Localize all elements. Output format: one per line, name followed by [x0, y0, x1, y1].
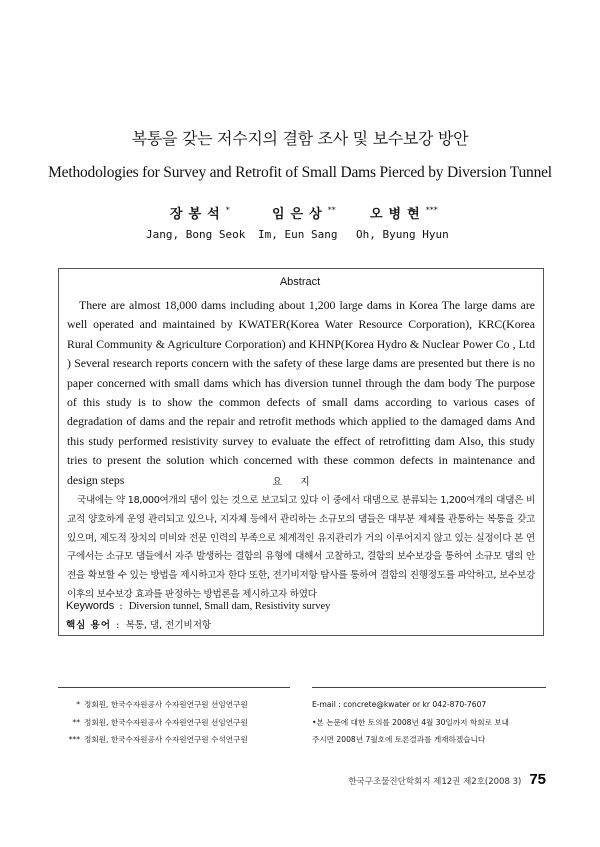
author-2-en: Im, Eun Sang [258, 228, 338, 241]
author-3-en: Oh, Byung Hyun [356, 228, 449, 241]
affiliation-footnotes [58, 696, 308, 749]
journal-name: 한국구조물진단학회지 제12권 제2호(2008 3) [348, 777, 522, 787]
discussion-note-line-1: •본 논문에 대한 토의를 2008년 4월 30일까지 학회로 보내 [312, 717, 509, 727]
title-korean: 복통을 갖는 저수지의 결함 조사 및 보수보강 방안 [131, 129, 469, 148]
footnote-row: * 정회원, 한국수자원공사 수자원연구원 선임연구원 [76, 700, 248, 709]
yoji-heading: 요지 [272, 477, 328, 488]
keywords-ko-label: 핵심 용어 [66, 620, 112, 631]
page-footer [0, 771, 546, 788]
yoji-text: 국내에는 약 18,000여개의 댐이 있는 것으로 보고되고 있다 이 중에서 대댐으로 분류되는 1,200여개의 대댐은 비교적 양호하게 운영 관리되고 있으나, 지자체 등에서 관리하는 소규모의 댐들은 대부분 제체를 관통하는 복통을 갖고 있으며, 제도적 장치의 미비와 전문 인력의 부족으로 체계적인 유지관리가 거의 이루어지지 않고 있는 실정이다 본 연구에서는 소규모 댐들에서 자주 발생하는 결함의 유형에 대해서 고찰하고, 결함의 보수보강을 통하여 소규모 댐의 안전을 확보할 수 있는 방법을 제시하고자 한다 또한, 전기비저항 탐사를 통하여 결함의 진행정도를 파악하고, 보수보강 이후의 보수보강 효과를 판정하는 방법론을 제시하고자 하였다 [67, 495, 535, 600]
keywords-ko-value: 복통, 댐, 전기비저항 [125, 620, 212, 631]
footnote-divider-left [58, 687, 290, 688]
email-line: E-mail : concrete@kwater or kr 042-870-7607 [312, 700, 487, 709]
abstract-heading: Abstract [279, 276, 321, 288]
keywords-ko-separator: : [116, 619, 120, 631]
contact-footnotes [312, 696, 546, 749]
discussion-note-line-2: 주시면 2008년 7월호에 토론결과를 게재하겠습니다 [312, 735, 486, 744]
keywords-value: Diversion tunnel, Small dam, Resistivity survey [128, 601, 331, 612]
author-3-ko: 오병현*** [370, 205, 438, 222]
keywords-label: Keywords [66, 600, 115, 612]
author-1-en: Jang, Bong Seok [146, 228, 246, 241]
page-number: 75 [529, 771, 546, 788]
keywords-korean [66, 617, 211, 631]
keywords-english [66, 600, 330, 612]
title-english: Methodologies for Survey and Retrofit of Small Dams Pierced by Diversion Tunnel [48, 164, 552, 181]
author-2-ko: 임은상** [272, 205, 336, 222]
abstract-text: There are almost 18,000 dams including about 1,200 large dams in Korea The large dams are well operated and maintained by KWATER(Korea Water Resource Corporation), KRC(Korea Rural Community & Agriculture Corporation) and KHNP(Korea Hydro & Nuclear Power Co , Ltd ) Several research reports concern with the safety of these large dams are presented but there is no paper concerned with small dams which has diversion tunnel through the dam body The purpose of this study is to show the common defects of small dams according to various cases of degradation of dams and the repair and retrofit methods which applied to the damaged dams And this study performed resistivity survey to evaluate the effect of retrofitting dam Also, this study tries to present the solution which concerned with these common defects in maintenance and design steps [67, 298, 535, 487]
author-1-ko: 장봉석* [170, 205, 230, 222]
footnote-row: ** 정회원, 한국수자원공사 수자원연구원 선임연구원 [72, 717, 248, 727]
footnote-row: *** 정회원, 한국수자원공사 수자원연구원 수석연구원 [68, 735, 248, 744]
keywords-separator: : [119, 600, 123, 612]
footnote-divider-right [312, 687, 546, 688]
